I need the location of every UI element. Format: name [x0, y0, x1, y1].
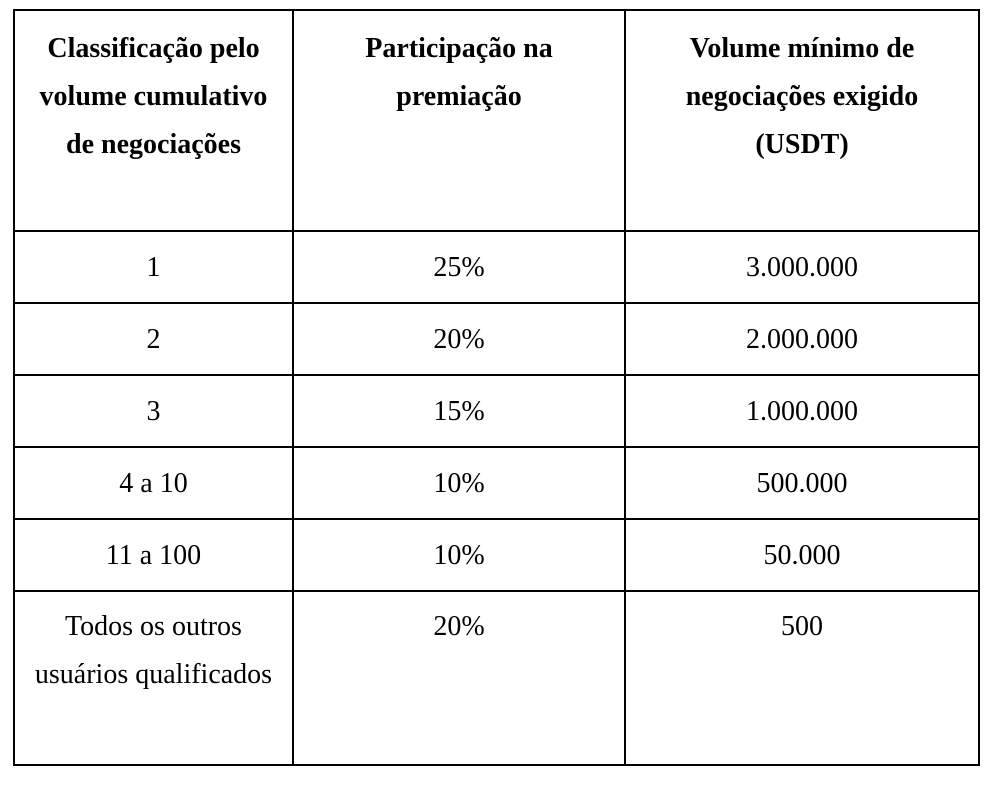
cell-prize-share: 15%	[293, 375, 625, 447]
cell-prize-share: 20%	[293, 591, 625, 765]
table-row	[14, 303, 979, 375]
header-prize-share: Participação na premiação	[293, 10, 625, 231]
cell-ranking: 11 a 100	[14, 519, 293, 591]
table-row	[14, 519, 979, 591]
table-row	[14, 591, 979, 765]
header-row	[14, 10, 979, 231]
table-body	[14, 231, 979, 765]
header-minimum-volume: Volume mínimo de negociações exigido (USDT)	[625, 10, 979, 231]
cell-prize-share: 10%	[293, 519, 625, 591]
cell-minimum-volume: 500	[625, 591, 979, 765]
cell-prize-share: 20%	[293, 303, 625, 375]
cell-minimum-volume: 1.000.000	[625, 375, 979, 447]
cell-ranking: 4 a 10	[14, 447, 293, 519]
table-row	[14, 231, 979, 303]
cell-prize-share: 10%	[293, 447, 625, 519]
rewards-table	[13, 9, 980, 766]
table-row	[14, 375, 979, 447]
cell-ranking: 3	[14, 375, 293, 447]
cell-ranking: Todos os outros usuários qualificados	[14, 591, 293, 765]
table-row	[14, 447, 979, 519]
cell-ranking: 2	[14, 303, 293, 375]
cell-minimum-volume: 2.000.000	[625, 303, 979, 375]
cell-minimum-volume: 500.000	[625, 447, 979, 519]
cell-minimum-volume: 3.000.000	[625, 231, 979, 303]
header-ranking: Classificação pelo volume cumulativo de negociações	[14, 10, 293, 231]
cell-minimum-volume: 50.000	[625, 519, 979, 591]
cell-ranking: 1	[14, 231, 293, 303]
cell-prize-share: 25%	[293, 231, 625, 303]
table-header	[14, 10, 979, 231]
